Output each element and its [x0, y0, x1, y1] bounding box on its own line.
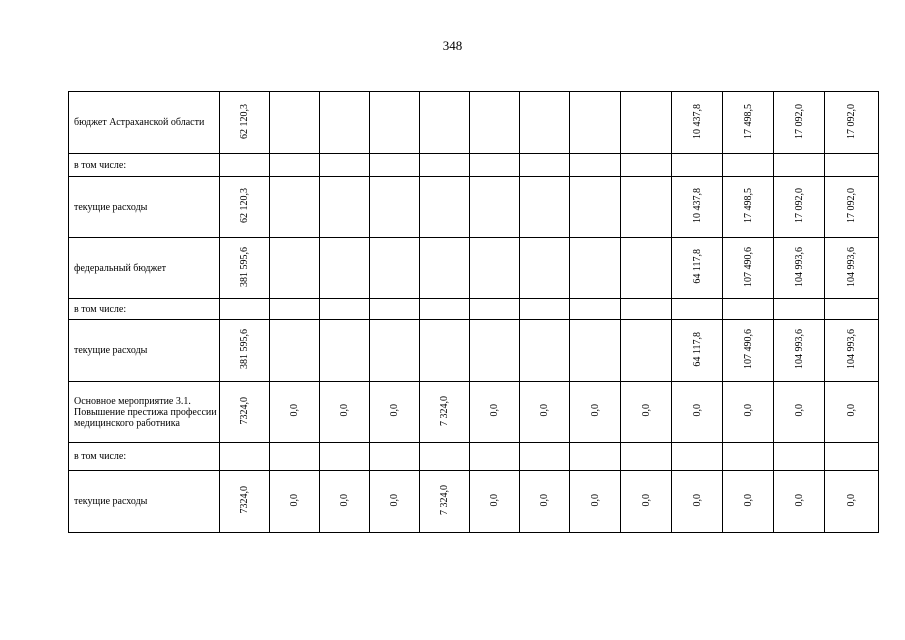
- value-cell: [825, 177, 879, 238]
- table-row: [69, 92, 879, 154]
- value-cell: [370, 382, 420, 443]
- value-text: 0,0: [589, 404, 601, 417]
- table-row: [69, 382, 879, 443]
- value-cell: [470, 177, 520, 238]
- value-cell: [470, 238, 520, 299]
- value-cell: [520, 443, 570, 471]
- value-text: 10 437,8: [691, 188, 703, 223]
- value-cell: [774, 177, 825, 238]
- value-cell: [370, 299, 420, 320]
- value-cell: [621, 471, 672, 533]
- value-cell: [370, 471, 420, 533]
- row-label: [69, 177, 220, 238]
- value-cell: [774, 320, 825, 382]
- value-cell: [621, 443, 672, 471]
- value-cell: [520, 177, 570, 238]
- value-text: 0,0: [339, 493, 350, 507]
- value-text: 107 490,6: [742, 329, 754, 369]
- value-text: 107 490,6: [742, 246, 754, 287]
- value-cell: [270, 238, 320, 299]
- value-text: 0,0: [589, 493, 601, 507]
- value-cell: [774, 299, 825, 320]
- value-cell: [723, 238, 774, 299]
- value-text: 7324,0: [239, 486, 250, 514]
- value-cell: [320, 443, 370, 471]
- value-cell: [320, 177, 370, 238]
- table-row: [69, 238, 879, 299]
- value-cell: [270, 299, 320, 320]
- value-cell: [825, 154, 879, 177]
- value-cell: [320, 92, 370, 154]
- value-cell: [570, 154, 621, 177]
- value-cell: [570, 320, 621, 382]
- value-cell: [220, 443, 270, 471]
- value-cell: [570, 238, 621, 299]
- value-text: 17 498,5: [742, 103, 754, 139]
- value-cell: [520, 471, 570, 533]
- value-cell: [220, 92, 270, 154]
- value-text: 0,0: [742, 404, 754, 417]
- value-cell: [220, 154, 270, 177]
- value-text: 0,0: [389, 404, 400, 417]
- table-row: [69, 471, 879, 533]
- value-cell: [825, 471, 879, 533]
- value-cell: [420, 154, 470, 177]
- value-text: 62 120,3: [239, 188, 250, 223]
- value-cell: [723, 443, 774, 471]
- value-cell: [672, 471, 723, 533]
- value-text: 7324,0: [239, 396, 250, 425]
- row-label-text: бюджет Астраханской области: [74, 117, 205, 128]
- value-cell: [420, 320, 470, 382]
- value-text: 62 120,3: [239, 103, 250, 139]
- value-text: 0,0: [846, 404, 857, 417]
- value-cell: [570, 177, 621, 238]
- value-cell: [370, 177, 420, 238]
- value-cell: [825, 299, 879, 320]
- value-cell: [723, 177, 774, 238]
- row-label-text: текущие расходы: [74, 201, 148, 213]
- value-cell: [270, 92, 320, 154]
- value-cell: [672, 92, 723, 154]
- value-cell: [672, 320, 723, 382]
- value-cell: [723, 320, 774, 382]
- value-cell: [621, 299, 672, 320]
- value-cell: [672, 238, 723, 299]
- value-cell: [570, 471, 621, 533]
- value-text: 64 117,8: [691, 331, 703, 367]
- value-cell: [420, 299, 470, 320]
- value-cell: [520, 382, 570, 443]
- value-cell: [270, 382, 320, 443]
- table-row: [69, 154, 879, 177]
- value-text: 381 595,6: [239, 246, 250, 287]
- value-text: 0,0: [289, 404, 300, 417]
- value-cell: [570, 299, 621, 320]
- row-label: [69, 320, 220, 382]
- value-cell: [320, 471, 370, 533]
- value-cell: [570, 92, 621, 154]
- value-cell: [370, 320, 420, 382]
- value-cell: [270, 471, 320, 533]
- row-label-text: в том числе:: [74, 451, 127, 462]
- value-cell: [774, 471, 825, 533]
- row-label: [69, 238, 220, 299]
- value-cell: [420, 471, 470, 533]
- value-cell: [320, 299, 370, 320]
- value-cell: [825, 92, 879, 154]
- row-label-text: текущие расходы: [74, 345, 148, 356]
- value-text: 0,0: [793, 404, 805, 417]
- value-cell: [420, 382, 470, 443]
- value-cell: [723, 382, 774, 443]
- value-cell: [520, 92, 570, 154]
- value-cell: [470, 320, 520, 382]
- value-cell: [470, 154, 520, 177]
- value-cell: [825, 238, 879, 299]
- value-cell: [570, 443, 621, 471]
- value-text: 0,0: [691, 404, 703, 417]
- value-cell: [520, 238, 570, 299]
- value-cell: [672, 154, 723, 177]
- row-label-text: в том числе:: [74, 159, 127, 171]
- value-cell: [370, 92, 420, 154]
- value-cell: [520, 154, 570, 177]
- value-cell: [723, 299, 774, 320]
- value-cell: [320, 154, 370, 177]
- value-text: 381 595,6: [239, 329, 250, 369]
- value-cell: [370, 443, 420, 471]
- value-text: 0,0: [489, 404, 500, 417]
- value-cell: [621, 177, 672, 238]
- value-cell: [320, 238, 370, 299]
- value-cell: [470, 443, 520, 471]
- value-cell: [774, 238, 825, 299]
- value-text: 0,0: [640, 493, 652, 507]
- table-row: [69, 320, 879, 382]
- value-cell: [723, 154, 774, 177]
- row-label: [69, 382, 220, 443]
- value-cell: [470, 92, 520, 154]
- value-cell: [672, 177, 723, 238]
- value-cell: [220, 471, 270, 533]
- value-cell: [470, 299, 520, 320]
- page-number: 348: [442, 38, 463, 53]
- value-text: 0,0: [389, 493, 400, 507]
- value-cell: [672, 299, 723, 320]
- value-cell: [420, 177, 470, 238]
- value-cell: [774, 382, 825, 443]
- value-cell: [825, 443, 879, 471]
- value-cell: [825, 320, 879, 382]
- value-cell: [320, 382, 370, 443]
- value-text: 0,0: [691, 493, 703, 507]
- value-cell: [621, 382, 672, 443]
- value-text: 104 993,6: [793, 246, 805, 287]
- value-text: 0,0: [539, 404, 550, 417]
- value-cell: [621, 154, 672, 177]
- value-cell: [420, 443, 470, 471]
- row-label: [69, 299, 220, 320]
- value-cell: [270, 443, 320, 471]
- value-cell: [320, 320, 370, 382]
- value-text: 0,0: [793, 493, 805, 507]
- value-cell: [723, 471, 774, 533]
- value-text: 10 437,8: [691, 103, 703, 139]
- budget-table: [68, 91, 879, 533]
- value-cell: [621, 320, 672, 382]
- value-cell: [220, 299, 270, 320]
- value-text: 0,0: [289, 493, 300, 507]
- value-text: 104 993,6: [793, 329, 805, 369]
- value-cell: [470, 471, 520, 533]
- value-text: 104 993,6: [846, 329, 857, 369]
- value-cell: [672, 382, 723, 443]
- value-text: 64 117,8: [691, 249, 703, 284]
- value-text: 7 324,0: [439, 485, 450, 515]
- table-row: [69, 177, 879, 238]
- row-label-text: Основное мероприятие 3.1. Повышение престижа профессии медицинского работника: [74, 395, 217, 429]
- table-row: [69, 299, 879, 320]
- value-text: 0,0: [846, 493, 857, 507]
- value-text: 17 092,0: [846, 188, 857, 223]
- value-cell: [220, 238, 270, 299]
- value-cell: [220, 382, 270, 443]
- value-text: 0,0: [640, 404, 652, 417]
- value-cell: [220, 320, 270, 382]
- row-label: [69, 92, 220, 154]
- value-cell: [270, 154, 320, 177]
- value-cell: [270, 177, 320, 238]
- value-cell: [370, 154, 420, 177]
- value-text: 17 498,5: [742, 188, 754, 223]
- value-text: 0,0: [742, 493, 754, 507]
- value-cell: [621, 238, 672, 299]
- table-row: [69, 443, 879, 471]
- value-cell: [270, 320, 320, 382]
- value-text: 0,0: [489, 493, 500, 507]
- value-cell: [420, 238, 470, 299]
- value-cell: [220, 177, 270, 238]
- value-text: 0,0: [339, 404, 350, 417]
- row-label: [69, 443, 220, 471]
- value-cell: [723, 92, 774, 154]
- value-cell: [420, 92, 470, 154]
- row-label: [69, 471, 220, 533]
- value-text: 7 324,0: [439, 395, 450, 426]
- value-text: 0,0: [539, 493, 550, 507]
- value-cell: [370, 238, 420, 299]
- value-text: 104 993,6: [846, 246, 857, 287]
- row-label: [69, 154, 220, 177]
- value-cell: [570, 382, 621, 443]
- value-cell: [621, 92, 672, 154]
- row-label-text: в том числе:: [74, 303, 127, 315]
- value-text: 17 092,0: [793, 103, 805, 139]
- row-label-text: текущие расходы: [74, 496, 148, 507]
- value-text: 17 092,0: [793, 188, 805, 223]
- row-label-text: федеральный бюджет: [74, 262, 167, 274]
- value-cell: [825, 382, 879, 443]
- value-cell: [520, 320, 570, 382]
- value-cell: [774, 92, 825, 154]
- value-cell: [774, 443, 825, 471]
- value-cell: [774, 154, 825, 177]
- value-cell: [672, 443, 723, 471]
- value-text: 17 092,0: [846, 103, 857, 139]
- value-cell: [520, 299, 570, 320]
- value-cell: [470, 382, 520, 443]
